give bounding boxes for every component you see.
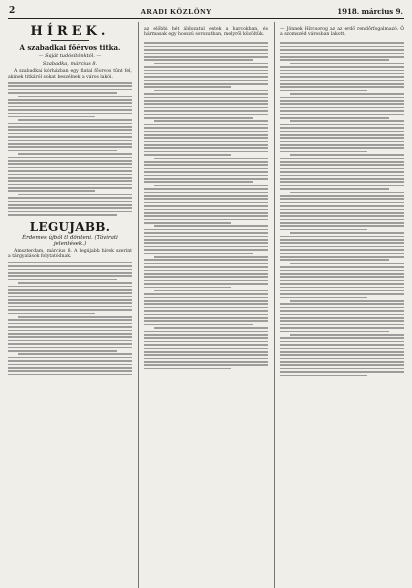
article-dateline: — Saját tudósítónktól. — <box>38 53 102 59</box>
article-lead: A szabadkai kórházban egy fiatal főorvos tűnt fel, akinek titkáról sokat beszélnek a város lakói. <box>8 69 132 80</box>
section-title-legujabb: LEGUJABB. <box>29 219 111 234</box>
column-1 <box>8 22 132 588</box>
article-body-2 <box>8 262 132 375</box>
column-3 <box>274 22 404 588</box>
article-body-1 <box>8 82 132 216</box>
page-number: 2 <box>9 6 16 16</box>
column-3-lead: — Jönnek Hírcsorog az az erdő rendőrfogalmazó. Ő a szomszéd városban lakott. <box>280 26 404 38</box>
article-body-4 <box>280 42 404 376</box>
issue-date: 1918. március 9. <box>337 7 403 16</box>
paper-name: ARADI KÖZLÖNY <box>140 7 212 16</box>
article-body-3 <box>144 42 268 369</box>
columns <box>8 22 404 588</box>
article-tagline: Szabadka, március 8. <box>42 61 98 67</box>
legujabb-lead: Amszterdam, március 8. A legújabb hírek szerint a tárgyalások folytatódnak. <box>8 248 132 260</box>
divider <box>51 40 88 41</box>
masthead <box>8 6 404 19</box>
section-kicker: Érdemes újból tl dönteni. (Távirati jelentések.) <box>22 234 118 247</box>
article-title: A szabadkai főérvos titka. <box>19 43 121 52</box>
column-2 <box>138 22 268 588</box>
column-2-lead: az előbbi hét áldozatul estek a harcokban, és hármasak egy hosszú sorozatban, melyről közöltük. <box>144 26 268 38</box>
section-title-hirek: HÍREK. <box>30 24 110 39</box>
